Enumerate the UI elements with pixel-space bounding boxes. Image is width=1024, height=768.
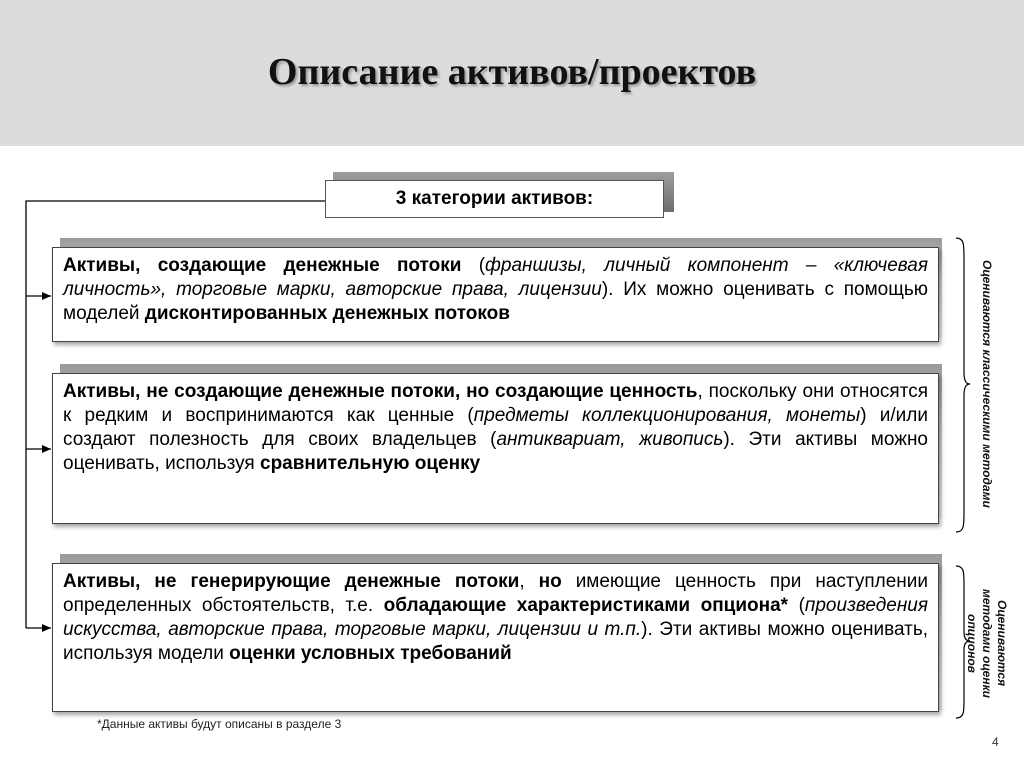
- asset-box-value: [52, 373, 939, 524]
- box-3-text-c: (: [788, 595, 805, 616]
- box-3-method: оценки условных требований: [229, 643, 512, 664]
- box-3-text-a: ,: [519, 571, 539, 592]
- box-3-but: но: [538, 571, 562, 592]
- box-3-examples: произведения искусства, авторские права, торговые марки, лицензии и т.п.: [63, 595, 928, 640]
- box-1-heading: Активы, создающие денежные потоки: [63, 255, 462, 276]
- page-title: Описание активов/проектов: [267, 51, 757, 93]
- side-label-options-line1: Оцениваются: [995, 599, 1009, 687]
- side-label-options: [964, 568, 1009, 718]
- box-3-heading: Активы, не генерирующие денежные потоки: [63, 571, 520, 592]
- asset-box-option: [52, 563, 939, 712]
- box-1-method: дисконтированных денежных потоков: [144, 303, 510, 324]
- box-2-examples-b: антиквариат, живопись: [496, 429, 724, 450]
- box-2-text-a: , поскольку они относятся к редким и воспринимаются как ценные (: [63, 381, 929, 426]
- categories-label: 3 категории активов:: [395, 188, 594, 209]
- asset-box-cash-flow: [52, 247, 939, 342]
- page-number: 4: [992, 735, 999, 749]
- categories-label-box: [325, 180, 664, 218]
- box-1-text-b: ). Их можно оценивать с помощью моделей: [63, 279, 928, 324]
- box-1-examples: франшизы, личный компонент – «ключевая личность», торговые марки, авторские права, лицензии: [63, 255, 929, 300]
- box-2-text-b: ) и/или создают полезность для своих владельцев (: [63, 405, 928, 450]
- box-3-text-d: ). Эти активы можно оценивать, используя модели: [63, 619, 928, 664]
- side-label-classic: [980, 236, 994, 532]
- side-label-classic-text: Оцениваются классическими методами: [980, 260, 994, 508]
- side-label-options-line2: методами оценки: [980, 588, 994, 698]
- footnote: *Данные активы будут описаны в разделе 3: [97, 717, 342, 731]
- box-2-heading: Активы, не создающие денежные потоки, но создающие ценность: [63, 381, 698, 402]
- box-2-examples-a: предметы коллекционирования, монеты: [473, 405, 861, 426]
- box-3-text-b: имеющие ценность при наступлении определенных обстоятельств, т.е.: [63, 571, 928, 616]
- box-3-option-char: обладающие характеристиками опциона*: [383, 595, 789, 616]
- box-2-text-c: ). Эти активы можно оценивать, используя: [63, 429, 928, 474]
- box-2-method: сравнительную оценку: [260, 453, 481, 474]
- side-label-options-line3: опционов: [965, 613, 979, 673]
- box-1-text-a: (: [461, 255, 486, 276]
- brace-classic: [956, 238, 970, 532]
